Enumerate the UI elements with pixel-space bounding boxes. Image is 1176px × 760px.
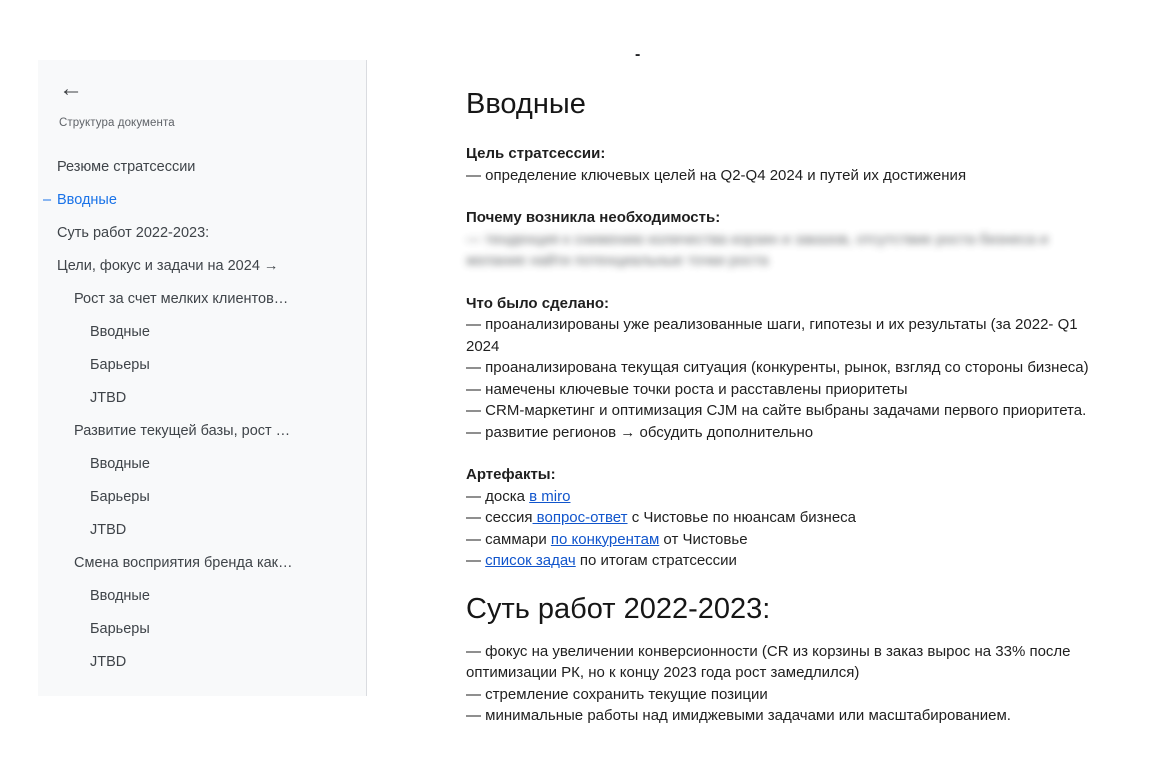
section-title: Артефакты:: [466, 466, 556, 483]
outline-item[interactable]: [38, 579, 366, 612]
outline-item-label: JTBD: [90, 521, 127, 538]
document-canvas[interactable]: [466, 0, 1112, 727]
outline-item-label: Развитие текущей базы, рост …: [74, 422, 291, 439]
outline-item-label: Суть работ 2022-2023:: [57, 224, 210, 241]
outline-item-label: Вводные: [90, 455, 150, 472]
back-arrow-icon: ←: [59, 75, 83, 102]
outline-item-label: Барьеры: [90, 620, 150, 637]
section-title: Цель стратсессии:: [466, 145, 606, 162]
section-body: [466, 486, 1112, 572]
doc-link[interactable]: вопрос-ответ: [532, 509, 628, 526]
h2-paragraph: [466, 641, 1112, 727]
doc-line: — развитие регионов → обсудить дополнительно: [466, 423, 814, 441]
doc-line: — проанализирована текущая ситуация (конкуренты, рынок, взгляд со стороны бизнеса): [466, 359, 1089, 376]
doc-line: — саммари по конкурентам от Чистовье: [466, 530, 748, 548]
doc-section: [466, 293, 1112, 444]
section-title: Что было сделано:: [466, 294, 610, 312]
doc-section: [466, 207, 1112, 272]
doc-link[interactable]: по конкурентам: [550, 530, 660, 548]
doc-link[interactable]: список задач: [485, 552, 576, 569]
doc-line: — фокус на увеличении конверсионности (CR из корзины в заказ вырос на 33% после оптимизации РК, но к концу 2023 года рост замедлился): [466, 642, 1071, 681]
doc-link[interactable]: в miro: [529, 487, 571, 505]
heading-sut-rabot: Суть работ 2022-2023:: [466, 592, 771, 625]
doc-section: [466, 143, 1112, 186]
heading-vvodnye: Вводные: [466, 88, 586, 120]
section-body: [466, 165, 1112, 187]
doc-line: — определение ключевых целей на Q2-Q4 2024 и путей их достижения: [466, 166, 967, 184]
outline-item[interactable]: [38, 645, 366, 678]
outline-item-label: JTBD: [90, 389, 127, 406]
outline-item-label: Рост за счет мелких клиентов…: [74, 290, 289, 307]
outline-item[interactable]: [38, 216, 366, 249]
outline-item[interactable]: [38, 612, 366, 645]
scrolled-text-fragment: -: [635, 46, 641, 63]
outline-item-label: Барьеры: [90, 356, 150, 373]
close-outline-button[interactable]: [54, 72, 88, 106]
outline-item[interactable]: [38, 249, 366, 282]
doc-line: — стремление сохранить текущие позиции: [466, 685, 768, 703]
outline-item-label: – Вводные: [57, 191, 117, 208]
doc-line: — сессия вопрос-ответ с Чистовье по нюансам бизнеса: [466, 509, 857, 526]
outline-list: [38, 150, 366, 678]
outline-item[interactable]: [38, 183, 366, 216]
outline-item[interactable]: [38, 315, 366, 348]
doc-line: — намечены ключевые точки роста и расставлены приоритеты: [466, 380, 908, 398]
doc-line: — CRM-маркетинг и оптимизация CJM на сайте выбраны задачами первого приоритета.: [466, 402, 1087, 419]
doc-line: — список задач по итогам стратсессии: [466, 552, 737, 569]
doc-line: — тенденция к снижению количества корзин и заказов, отсутствие роста бизнеса и желание найти потенциальные точки роста: [466, 230, 1049, 269]
outline-item[interactable]: [38, 348, 366, 381]
section-title: Почему возникла необходимость:: [466, 209, 721, 226]
outline-item[interactable]: [38, 414, 366, 447]
sections: [466, 143, 1112, 572]
outline-item-label: Вводные: [90, 323, 150, 340]
section-body: [466, 314, 1112, 443]
outline-item-label: JTBD: [90, 653, 127, 670]
outline-panel-title: Структура документа: [59, 117, 175, 129]
redacted-text: [466, 229, 1112, 272]
outline-item[interactable]: [38, 513, 366, 546]
doc-line: — доска в miro: [466, 487, 571, 505]
outline-item[interactable]: [38, 282, 366, 315]
outline-item-label: Вводные: [90, 587, 150, 604]
outline-item-label: Смена восприятия бренда как…: [74, 554, 293, 571]
outline-item[interactable]: [38, 480, 366, 513]
doc-section: [466, 464, 1112, 572]
outline-item[interactable]: [38, 447, 366, 480]
outline-item[interactable]: [38, 381, 366, 414]
doc-line: — проанализированы уже реализованные шаги, гипотезы и их результаты (за 2022- Q1 2024: [466, 316, 1078, 355]
outline-item-label: Цели, фокус и задачи на 2024 →: [57, 257, 279, 274]
outline-item[interactable]: [38, 546, 366, 579]
outline-item[interactable]: [38, 150, 366, 183]
outline-item-label: Резюме стратсессии: [57, 158, 196, 175]
doc-line: — минимальные работы над имиджевыми задачами или масштабированием.: [466, 707, 1011, 724]
outline-item-label: Барьеры: [90, 488, 150, 505]
document-outline-panel: [38, 60, 367, 696]
